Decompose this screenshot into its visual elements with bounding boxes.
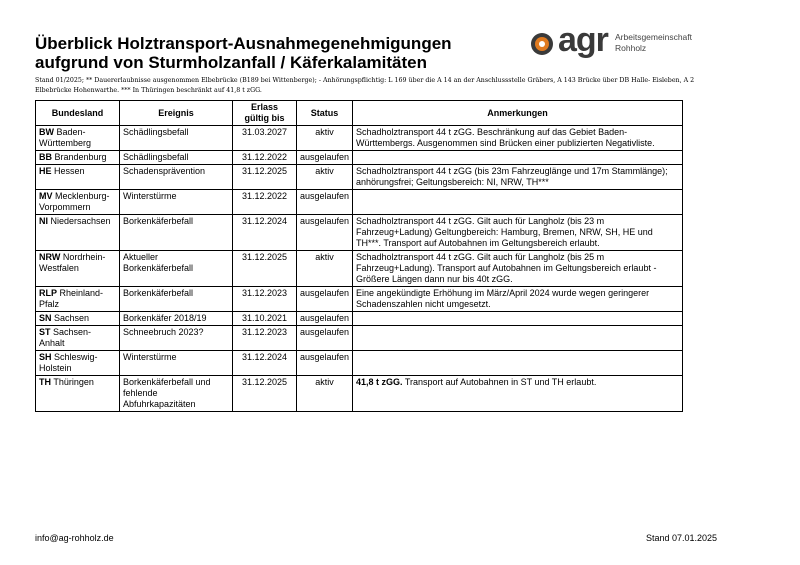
- header-bundesland: Bundesland: [36, 101, 120, 126]
- cell-anmerkungen: [353, 376, 683, 412]
- state-abbreviation: MV: [39, 191, 53, 201]
- cell-anmerkungen: [353, 287, 683, 312]
- state-name: Niedersachsen: [50, 216, 111, 226]
- anmerkung-text: Transport auf Autobahnen in ST und TH erlaubt.: [402, 377, 597, 387]
- cell-anmerkungen: [353, 251, 683, 287]
- cell-bundesland: [36, 251, 120, 287]
- title-line-1: Überblick Holztransport-Ausnahmegenehmigungen: [35, 34, 452, 53]
- state-abbreviation: NI: [39, 216, 48, 226]
- state-name: Brandenburg: [54, 152, 107, 162]
- cell-erlass-date: 31.12.2024: [233, 351, 297, 376]
- cell-ereignis: Borkenkäferbefall und fehlende Abfuhrkapazitäten: [120, 376, 233, 412]
- cell-erlass-date: 31.12.2024: [233, 215, 297, 251]
- header-ereignis: Ereignis: [120, 101, 233, 126]
- table-row: [36, 312, 683, 326]
- cell-bundesland: [36, 165, 120, 190]
- logo-subtitle: [615, 32, 692, 54]
- anmerkung-bold: 41,8 t zGG.: [356, 377, 403, 387]
- permits-table: [35, 100, 683, 412]
- anmerkung-text: Schadholztransport 44 t zGG. Gilt auch für Langholz (bis 23 m Fahrzeug+Ladung) Geltungbereich: Hamburg, Bremen, NRW, SH, HE und TH***. Transport auf Autobahnen im Geltungsbereich erlaubt.: [356, 216, 653, 248]
- cell-bundesland: [36, 376, 120, 412]
- cell-ereignis: Borkenkäferbefall: [120, 287, 233, 312]
- state-abbreviation: TH: [39, 377, 51, 387]
- table-row: [36, 376, 683, 412]
- cell-ereignis: Schneebruch 2023?: [120, 326, 233, 351]
- anmerkung-text: Schadholztransport 44 t zGG (bis 23m Fahrzeuglänge und 17m Stammlänge); anhörungsfrei; Geltungsbereich: NI, NRW, TH***: [356, 166, 668, 187]
- state-name: Thüringen: [53, 377, 94, 387]
- cell-status: aktiv: [297, 376, 353, 412]
- table-header-row: [36, 101, 683, 126]
- cell-anmerkungen: [353, 215, 683, 251]
- table-row: [36, 165, 683, 190]
- cell-erlass-date: 31.10.2021: [233, 312, 297, 326]
- logo-ring-icon: [531, 33, 553, 55]
- state-abbreviation: RLP: [39, 288, 57, 298]
- cell-erlass-date: 31.12.2023: [233, 326, 297, 351]
- cell-erlass-date: 31.12.2022: [233, 151, 297, 165]
- cell-anmerkungen: [353, 190, 683, 215]
- cell-status: ausgelaufen: [297, 351, 353, 376]
- table-row: [36, 126, 683, 151]
- cell-erlass-date: 31.12.2025: [233, 376, 297, 412]
- cell-bundesland: [36, 215, 120, 251]
- agr-logo: [531, 21, 711, 62]
- header-erlass: [233, 101, 297, 126]
- table-row: [36, 287, 683, 312]
- table-row: [36, 326, 683, 351]
- cell-bundesland: [36, 351, 120, 376]
- table-row: [36, 351, 683, 376]
- cell-ereignis: Borkenkäfer 2018/19: [120, 312, 233, 326]
- cell-bundesland: [36, 151, 120, 165]
- cell-anmerkungen: [353, 126, 683, 151]
- cell-erlass-date: 31.12.2025: [233, 251, 297, 287]
- cell-bundesland: [36, 126, 120, 151]
- cell-bundesland: [36, 326, 120, 351]
- table-row: [36, 151, 683, 165]
- header-anmerkungen: Anmerkungen: [353, 101, 683, 126]
- cell-ereignis: Borkenkäferbefall: [120, 215, 233, 251]
- logo-subtitle-line-1: Arbeitsgemeinschaft: [615, 32, 693, 42]
- anmerkung-text: Schadholztransport 44 t zGG. Gilt auch für Langholz (bis 25 m Fahrzeug+Ladung). Transport auf Autobahnen im Geltungsbereich erlaubt - Größere Längen dann nur bis 40t zGG.: [356, 252, 657, 284]
- cell-erlass-date: 31.12.2025: [233, 165, 297, 190]
- state-abbreviation: ST: [39, 327, 51, 337]
- cell-status: ausgelaufen: [297, 326, 353, 351]
- cell-status: ausgelaufen: [297, 312, 353, 326]
- cell-ereignis: Schadensprävention: [120, 165, 233, 190]
- state-name: Baden-Württemberg: [39, 127, 92, 148]
- cell-anmerkungen: [353, 151, 683, 165]
- cell-status: ausgelaufen: [297, 215, 353, 251]
- cell-ereignis: Winterstürme: [120, 190, 233, 215]
- cell-ereignis: Winterstürme: [120, 351, 233, 376]
- cell-status: aktiv: [297, 126, 353, 151]
- header-status: Status: [297, 101, 353, 126]
- state-abbreviation: SN: [39, 313, 52, 323]
- logo-wordmark: agr: [558, 21, 608, 59]
- table-row: [36, 215, 683, 251]
- state-name: Mecklenburg-Vorpommern: [39, 191, 110, 212]
- table-row: [36, 190, 683, 215]
- state-abbreviation: HE: [39, 166, 52, 176]
- logo-subtitle-line-2: Rohholz: [615, 43, 647, 53]
- state-abbreviation: SH: [39, 352, 52, 362]
- title-line-2: aufgrund von Sturmholzanfall / Käferkalamitäten: [35, 53, 428, 72]
- cell-status: ausgelaufen: [297, 151, 353, 165]
- state-abbreviation: BW: [39, 127, 54, 137]
- anmerkung-text: Schadholztransport 44 t zGG. Beschränkung auf das Gebiet Baden-Württembergs. Ausgenommen sind Brücken einer publizierten Negativliste.: [356, 127, 655, 148]
- state-name: Sachsen-Anhalt: [39, 327, 92, 348]
- document-title: [35, 34, 525, 72]
- state-name: Schleswig-Holstein: [39, 352, 98, 373]
- cell-erlass-date: 31.12.2023: [233, 287, 297, 312]
- cell-bundesland: [36, 287, 120, 312]
- cell-status: aktiv: [297, 251, 353, 287]
- cell-ereignis: Schädlingsbefall: [120, 126, 233, 151]
- stand-note: Stand 01/2025; ** Dauererlaubnisse ausgenommen Elbebrücke (B189 bei Wittenberge); - Anhörungspflichtig: L 169 über die A 14 an der Anschlussstelle Gräbers, A 143 Brücke über DB Halle- Eisleben, A 2 Elbebrücke Hohenwarthe. *** In Thüringen beschränkt auf 41,8 t zGG.: [35, 77, 695, 94]
- cell-anmerkungen: [353, 326, 683, 351]
- table-row: [36, 251, 683, 287]
- footer-stand: Stand 07.01.2025: [646, 533, 718, 543]
- cell-status: aktiv: [297, 165, 353, 190]
- cell-erlass-date: 31.03.2027: [233, 126, 297, 151]
- cell-status: ausgelaufen: [297, 287, 353, 312]
- cell-bundesland: [36, 312, 120, 326]
- cell-anmerkungen: [353, 165, 683, 190]
- cell-ereignis: Aktueller Borkenkäferbefall: [120, 251, 233, 287]
- footer-email: info@ag-rohholz.de: [35, 533, 114, 543]
- state-name: Nordrhein-Westfalen: [39, 252, 106, 273]
- cell-status: ausgelaufen: [297, 190, 353, 215]
- header-erlass-line-2: gültig bis: [244, 113, 285, 123]
- state-abbreviation: NRW: [39, 252, 61, 262]
- cell-erlass-date: 31.12.2022: [233, 190, 297, 215]
- state-name: Rheinland-Pfalz: [39, 288, 104, 309]
- cell-anmerkungen: [353, 312, 683, 326]
- state-abbreviation: BB: [39, 152, 52, 162]
- cell-bundesland: [36, 190, 120, 215]
- state-name: Sachsen: [54, 313, 90, 323]
- cell-anmerkungen: [353, 351, 683, 376]
- anmerkung-text: Eine angekündigte Erhöhung im März/April 2024 wurde wegen geringerer Schadenszahlen nicht umgesetzt.: [356, 288, 650, 309]
- header-erlass-line-1: Erlass: [250, 102, 279, 112]
- state-name: Hessen: [54, 166, 85, 176]
- cell-ereignis: Schädlingsbefall: [120, 151, 233, 165]
